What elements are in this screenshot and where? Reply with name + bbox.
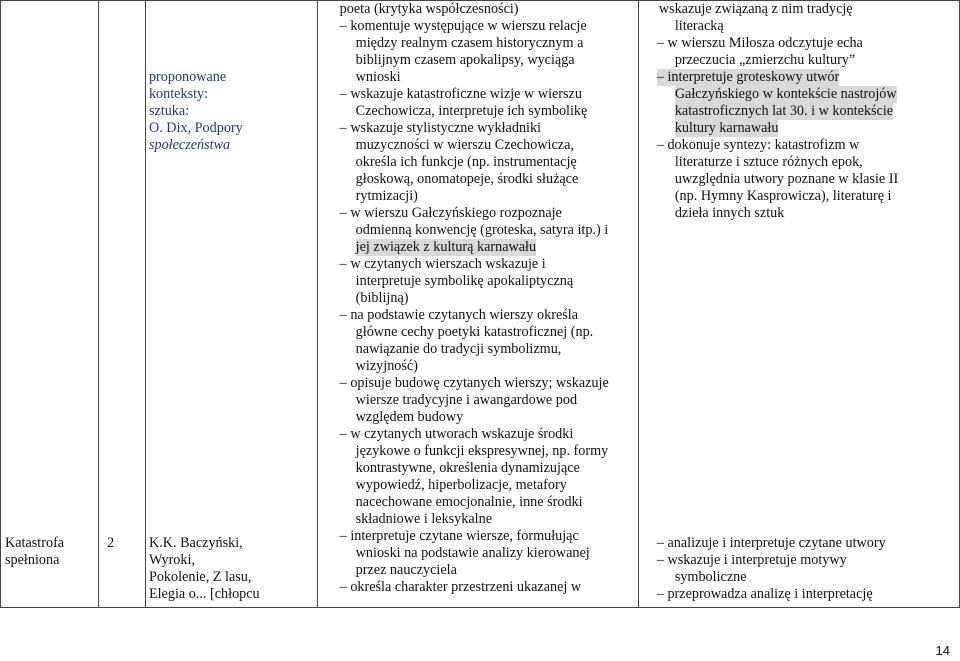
ext-line: – wskazuje i interpretuje motywy xyxy=(656,552,847,568)
text-line: Wyroki, xyxy=(148,552,195,568)
req-line: między realnym czasem historycznym a xyxy=(355,35,584,51)
req-line: – w czytanych wierszach wskazuje i xyxy=(339,256,546,272)
req-line: wizyjność) xyxy=(355,358,418,374)
ext-line: – przeprowadza analizę i interpretację xyxy=(656,586,873,602)
text-line: Pokolenie, Z lasu, xyxy=(148,569,252,585)
ext-line: – dokonuje syntezy: katastrofizm w xyxy=(656,137,860,153)
ext-line: wskazuje związaną z nim tradycję xyxy=(658,1,853,17)
topic-line: spełniona xyxy=(5,552,60,568)
requirements-extended-cell xyxy=(638,1,959,608)
ext-line: przeczucia „zmierzchu kultury” xyxy=(674,52,856,68)
req-line: poeta (krytyka współczesności) xyxy=(339,1,519,17)
req-line: Czechowicza, interpretuje ich symbolikę xyxy=(355,103,588,119)
texts-cell xyxy=(145,1,317,608)
ext-line: katastroficznych lat 30. i w kontekście xyxy=(674,103,894,119)
ext-line: – w wierszu Miłosza odczytuje echa xyxy=(656,35,863,51)
req-line: określa ich funkcje (np. instrumentację xyxy=(355,154,577,170)
req-line: – w wierszu Gałczyńskiego rozpoznaje xyxy=(339,205,562,221)
req-line: odmienną konwencję (groteska, satyra itp.) i xyxy=(355,222,609,238)
ext-line: Gałczyńskiego w kontekście nastrojów xyxy=(674,86,897,102)
req-line: – komentuje występujące w wierszu relacje xyxy=(339,18,587,34)
page-number: 14 xyxy=(935,643,950,658)
req-line: składniowe i leksykalne xyxy=(355,511,492,527)
req-line: wnioski na podstawie analizy kierowanej xyxy=(355,545,590,561)
req-line: – interpretuje czytane wiersze, formułując xyxy=(339,528,579,544)
req-line: muzyczności w wierszu Czechowicza, xyxy=(355,137,574,153)
req-line: – w czytanych utworach wskazuje środki xyxy=(339,426,574,442)
req-line: językowe o funkcji ekspresywnej, np. formy xyxy=(355,443,609,459)
context-line: O. Dix, Podpory xyxy=(148,120,243,136)
ext-line: symboliczne xyxy=(674,569,747,585)
context-line: społeczeństwa xyxy=(148,137,231,153)
topic-cell xyxy=(1,1,99,608)
hours-value: 2 xyxy=(107,535,115,551)
ext-line: literaturze i sztuce różnych epok, xyxy=(674,154,863,170)
req-line: przez nauczyciela xyxy=(355,562,457,578)
req-line: główne cechy poetyki katastroficznej (np. xyxy=(355,324,594,340)
ext-line: dzieła innych sztuk xyxy=(674,205,785,221)
ext-line: – analizuje i interpretuje czytane utwory xyxy=(656,535,886,551)
context-line: konteksty: xyxy=(148,86,209,102)
req-line: nawiązanie do tradycji symbolizmu, xyxy=(355,341,562,357)
topic-line: Katastrofa xyxy=(5,535,65,551)
req-line: jej związek z kulturą karnawału xyxy=(355,239,537,255)
context-line: sztuka: xyxy=(148,103,190,119)
requirements-basic-cell xyxy=(317,1,638,608)
req-line: – na podstawie czytanych wierszy określa xyxy=(339,307,579,323)
ext-line: literacką xyxy=(674,18,724,34)
req-line: – wskazuje stylistyczne wykładniki xyxy=(339,120,542,136)
req-line: kontrastywne, określenia dynamizujące xyxy=(355,460,580,476)
ext-line: – interpretuje groteskowy utwór xyxy=(656,69,840,85)
req-line: – opisuje budowę czytanych wierszy; wskazuje xyxy=(339,375,609,391)
req-line: – określa charakter przestrzeni ukazanej w xyxy=(339,579,582,595)
text-line: Elegia o... [chłopcu xyxy=(148,586,260,602)
ext-line: uwzględnia utwory poznane w klasie II xyxy=(674,171,899,187)
ext-line: kultury karnawału xyxy=(674,120,779,136)
req-line: rytmizacji) xyxy=(355,188,418,204)
req-line: – wskazuje katastroficzne wizje w wierszu xyxy=(339,86,582,102)
req-line: interpretuje symbolikę apokaliptyczną xyxy=(355,273,574,289)
req-line: (biblijną) xyxy=(355,290,409,306)
req-line: wiersze tradycyjne i awangardowe pod xyxy=(355,392,578,408)
hours-cell xyxy=(99,1,146,608)
text-line: K.K. Baczyński, xyxy=(148,535,243,551)
context-line: proponowane xyxy=(148,69,227,85)
ext-line: (np. Hymny Kasprowicza), literaturę i xyxy=(674,188,892,204)
req-line: wnioski xyxy=(355,69,401,85)
req-line: nacechowane emocjonalnie, inne środki xyxy=(355,494,583,510)
req-line: głoskową, onomatopeje, środki służące xyxy=(355,171,579,187)
req-line: biblijnym czasem apokalipsy, wyciąga xyxy=(355,52,575,68)
req-line: względem budowy xyxy=(355,409,464,425)
req-line: wypowiedź, hiperbolizacje, metafory xyxy=(355,477,567,493)
